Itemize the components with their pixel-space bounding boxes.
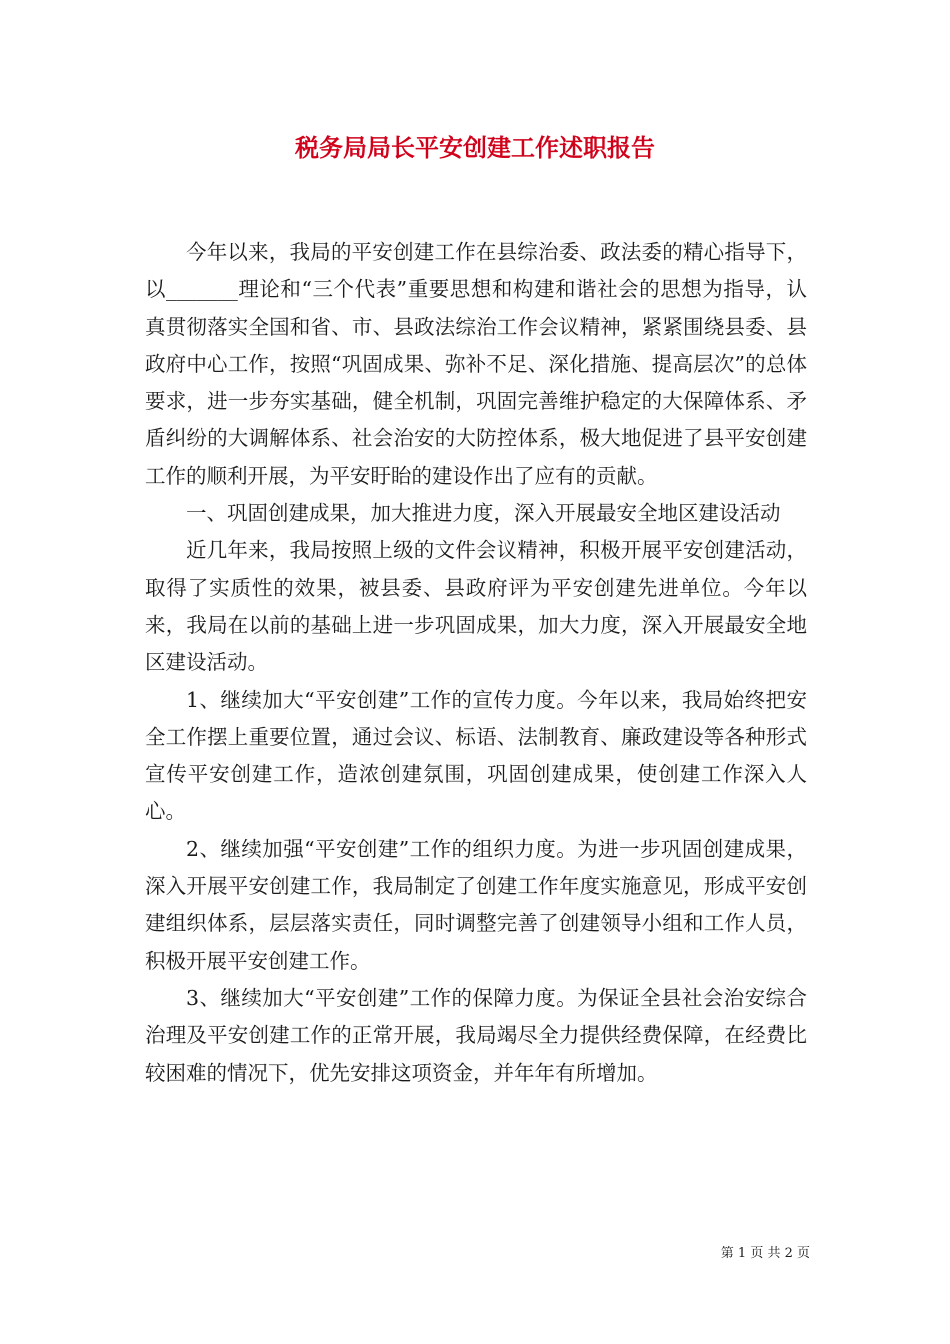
paragraph-item-2: 2、继续加强“平安创建”工作的组织力度。为进一步巩固创建成果，深入开展平安创建工作，我局制定了创建工作年度实施意见，形成平安创建组织体系，层层落实责任，同时调整完善了创建领导小组和工作人员，积极开展平安创建工作。 — [145, 836, 807, 973]
page-number-footer: 第 1 页 共 2 页 — [720, 1246, 810, 1261]
document-body — [145, 234, 807, 1092]
document-title: 税务局局长平安创建工作述职报告 — [295, 133, 655, 162]
paragraph-item-3: 3、继续加大“平安创建”工作的保障力度。为保证全县社会治安综合治理及平安创建工作的正常开展，我局竭尽全力提供经费保障，在经费比较困难的情况下，优先安排这项资金，并年年有所增加。 — [145, 985, 807, 1085]
section-heading-1: 一、巩固创建成果，加大推进力度，深入开展最安全地区建设活动 — [186, 501, 781, 526]
paragraph-intro: 今年以来，我局的平安创建工作在县综治委、政法委的精心指导下，以_______理论和“三个代表”重要思想和构建和谐社会的思想为指导，认真贯彻落实全国和省、市、县政法综治工作会议精神，紧紧围绕县委、县政府中心工作，按照“巩固成果、弥补不足、深化措施、提高层次”的总体要求，进一步夯实基础，健全机制，巩固完善维护稳定的大保障体系、矛盾纠纷的大调解体系、社会治安的大防控体系，极大地促进了县平安创建工作的顺利开展，为平安盱眙的建设作出了应有的贡献。 — [145, 240, 807, 488]
paragraph-section-1: 近几年来，我局按照上级的文件会议精神，积极开展平安创建活动，取得了实质性的效果，被县委、县政府评为平安创建先进单位。今年以来，我局在以前的基础上进一步巩固成果，加大力度，深入开展最安全地区建设活动。 — [145, 538, 807, 675]
paragraph-item-1: 1、继续加大“平安创建”工作的宣传力度。今年以来，我局始终把安全工作摆上重要位置，通过会议、标语、法制教育、廉政建设等各种形式宣传平安创建工作，造浓创建氛围，巩固创建成果，使创建工作深入人心。 — [145, 687, 807, 824]
